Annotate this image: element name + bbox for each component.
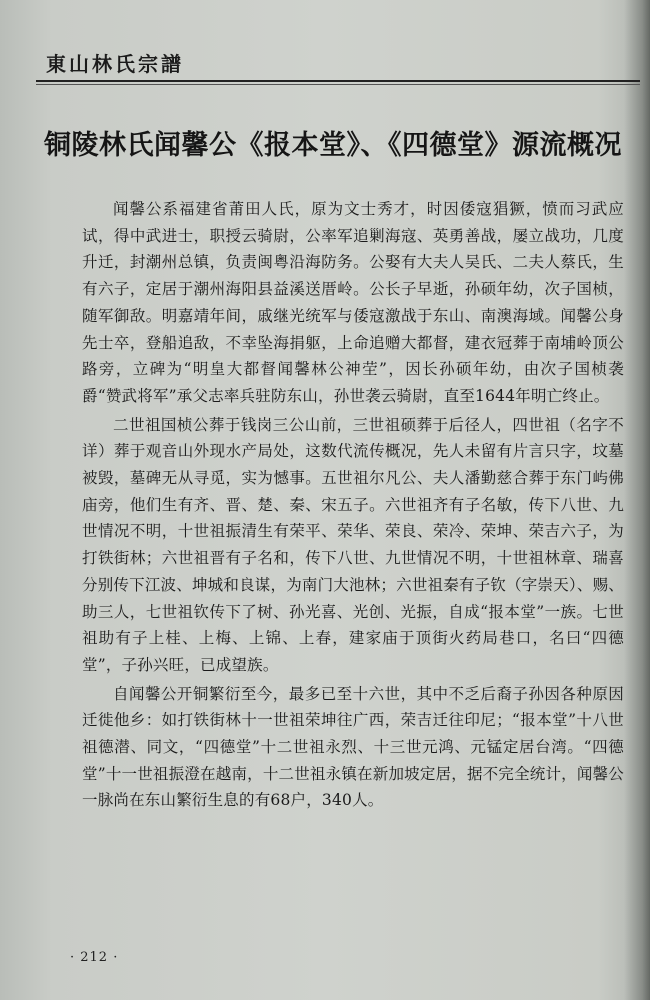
- article-body: [82, 196, 624, 814]
- book-spine-shadow: [624, 0, 650, 1000]
- page-number: · 212 ·: [70, 950, 119, 965]
- header-rule-thin: [36, 84, 640, 85]
- article-title: 铜陵林氏闻馨公《报本堂》、《四德堂》源流概况: [44, 130, 622, 161]
- paragraph-2: 二世祖国桢公葬于钱岗三公山前，三世祖硕葬于后径人，四世祖（名字不详）葬于观音山外现水产局处，这数代流传概况，先人未留有片言只字，坟墓被毁，墓碑无从寻觅，实为憾事。五世祖尔凡公、夫人潘勤慈合葬于东门屿佛庙旁，他们生有齐、晋、楚、秦、宋五子。六世祖齐有子名敏，传下八世、九世情况不明，十世祖振清生有荣平、荣华、荣良、荣冷、荣坤、荣吉六子，为打铁街林；六世祖晋有子名和，传下八世、九世情况不明，十世祖林章、瑞喜分别传下江波、坤城和良谋，为南门大池林；六世祖秦有子钦（字崇天）、赐、助三人，七世祖钦传下了树、孙光喜、光创、光振，自成“报本堂”一族。七世祖助有子上桂、上梅、上锦、上春，建家庙于顶街火药局巷口，名曰“四德堂”，子孙兴旺，已成望族。: [82, 415, 624, 674]
- header-rule: [36, 80, 640, 82]
- paragraph-3: 自闻馨公开铜繁衍至今，最多已至十六世，其中不乏后裔子孙因各种原因迁徙他乡：如打铁街林十一世祖荣坤往广西，荣吉迁往印尼；“报本堂”十八世祖德潜、同文，“四德堂”十二世祖永烈、十三世元鸿、元锰定居台湾。“四德堂”十一世祖振澄在越南，十二世祖永镇在新加坡定居，据不完全统计，闻馨公一脉尚在东山繁衍生息的有68户，340人。: [82, 684, 624, 810]
- paragraph-1: 闻馨公系福建省莆田人氏，原为文士秀才，时因倭寇猖獗，愤而习武应试，得中武进士，职授云骑尉，公率军追剿海寇、英勇善战，屡立战功，几度升迁，封潮州总镇，负责闽粤沿海防务。公娶有大夫人吴氏、二夫人蔡氏，生有六子，定居于潮州海阳县益溪送厝岭。公长子早逝，孙硕年幼，次子国桢，随军御敌。明嘉靖年间，戚继光统军与倭寇激战于东山、南澳海域。闻馨公身先士卒，登船追敌，不幸坠海捐躯，上命追赠大都督，建衣冠葬于南埔岭顶公路旁，立碑为“明皇大都督闻馨林公神茔”，因长孙硕年幼，由次子国桢袭爵“赞武将军”承父志率兵驻防东山，孙世袭云骑尉，直至1644年明亡终止。: [82, 200, 624, 405]
- running-header: [0, 42, 640, 80]
- book-title: 東山林氏宗譜: [46, 52, 184, 76]
